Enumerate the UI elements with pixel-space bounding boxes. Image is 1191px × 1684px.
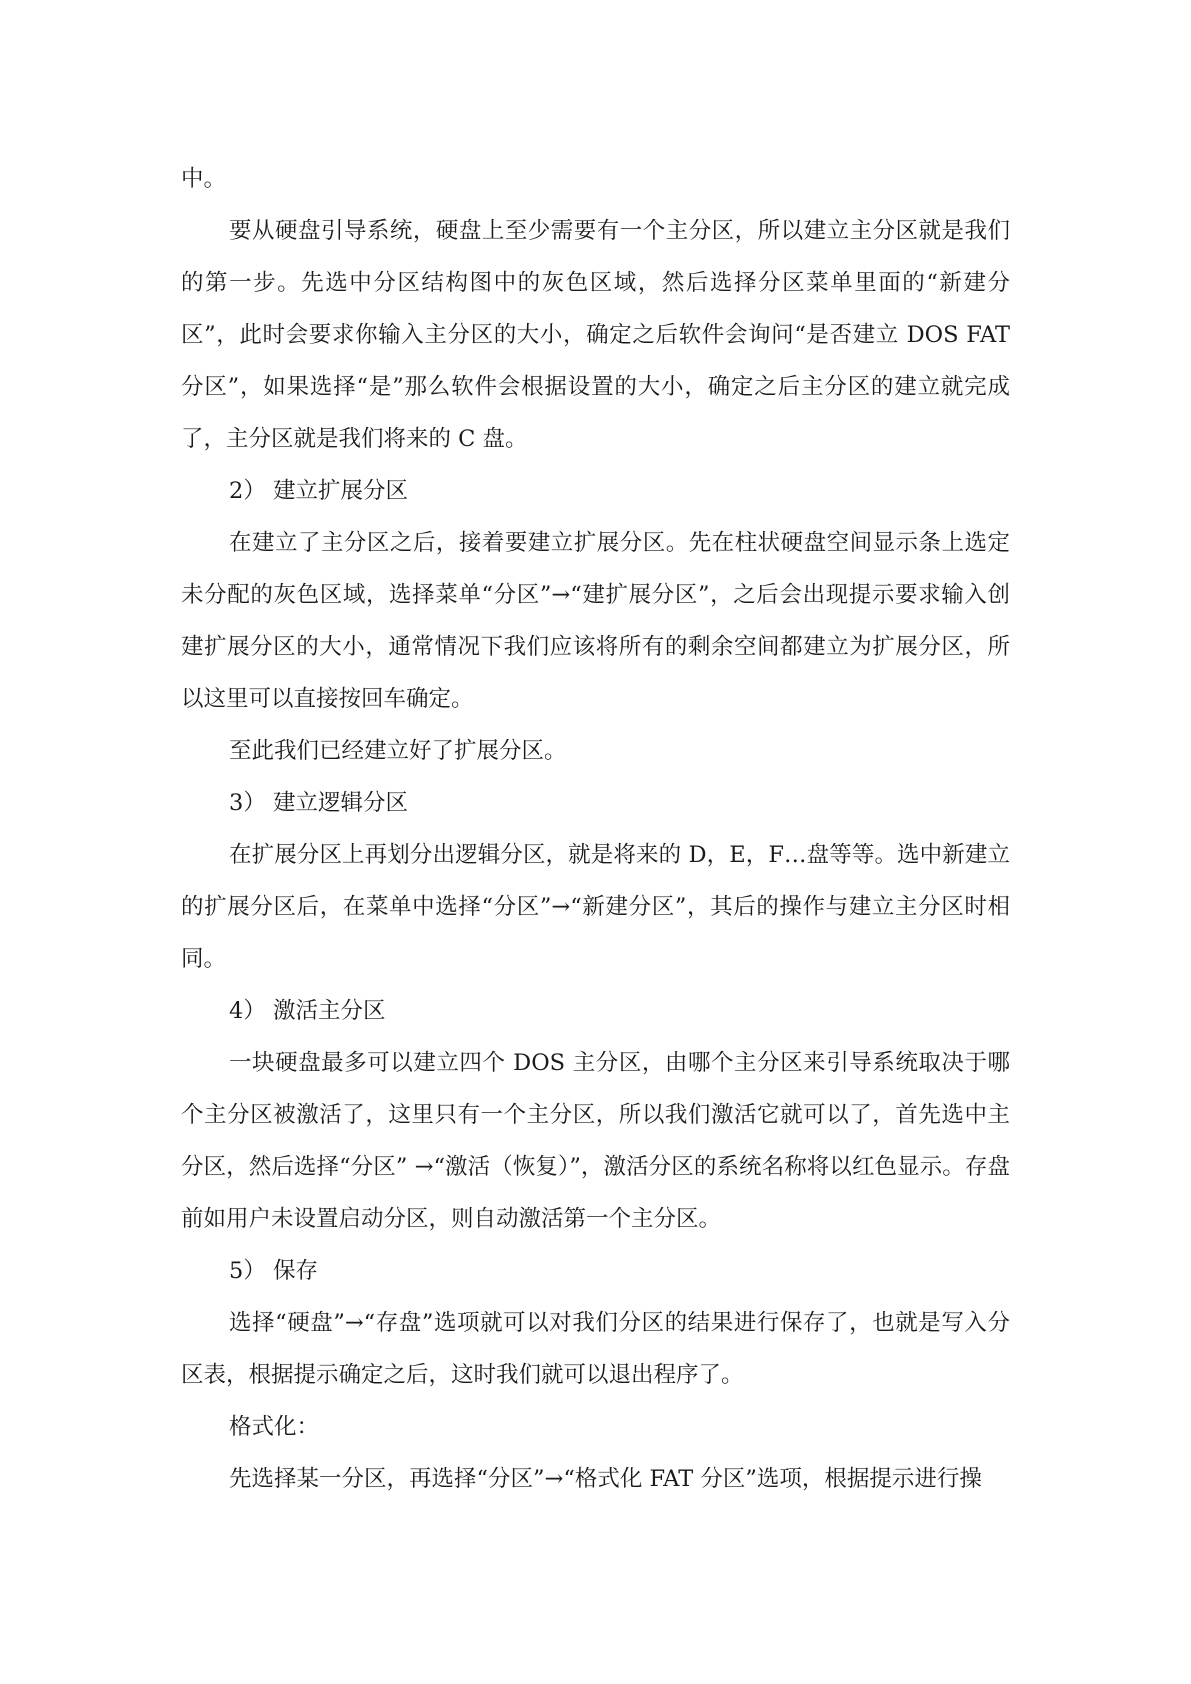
paragraph-extended-done: 至此我们已经建立好了扩展分区。 — [229, 738, 567, 764]
paragraph-save: 选择“硬盘”→“存盘”选项就可以对我们分区的结果进行保存了，也就是写入分区表，根据提示确定之后，这时我们就可以退出程序了。 — [181, 1310, 1010, 1388]
heading-logical-partition: 3） 建立逻辑分区 — [229, 790, 408, 816]
heading-extended-partition: 2） 建立扩展分区 — [229, 478, 408, 504]
paragraph-primary-partition: 要从硬盘引导系统，硬盘上至少需要有一个主分区，所以建立主分区就是我们的第一步。先选中分区结构图中的灰色区域，然后选择分区菜单里面的“新建分区”，此时会要求你输入主分区的大小，确定之后软件会询问“是否建立 DOS FAT 分区”，如果选择“是”那么软件会根据设置的大小，确定之后主分区的建立就完成了，主分区就是我们将来的 C 盘。 — [181, 218, 1010, 452]
paragraph-extended-partition: 在建立了主分区之后，接着要建立扩展分区。先在柱状硬盘空间显示条上选定未分配的灰色区域，选择菜单“分区”→“建扩展分区”，之后会出现提示要求输入创建扩展分区的大小，通常情况下我们应该将所有的剩余空间都建立为扩展分区，所以这里可以直接按回车确定。 — [181, 530, 1010, 712]
body-text — [181, 153, 1010, 1505]
heading-activate-partition: 4） 激活主分区 — [229, 998, 386, 1024]
paragraph-logical-partition: 在扩展分区上再划分出逻辑分区，就是将来的 D，E，F…盘等等。选中新建立的扩展分区后，在菜单中选择“分区”→“新建分区”，其后的操作与建立主分区时相同。 — [181, 842, 1010, 972]
heading-save: 5） 保存 — [229, 1258, 318, 1284]
paragraph-activate-partition: 一块硬盘最多可以建立四个 DOS 主分区，由哪个主分区来引导系统取决于哪个主分区被激活了，这里只有一个主分区，所以我们激活它就可以了，首先选中主分区，然后选择“分区” →“激活（恢复）”，激活分区的系统名称将以红色显示。存盘前如用户未设置启动分区，则自动激活第一个主分区。 — [181, 1050, 1010, 1232]
heading-format: 格式化： — [229, 1414, 320, 1440]
paragraph-continuation: 中。 — [181, 166, 227, 192]
paragraph-format: 先选择某一分区，再选择“分区”→“格式化 FAT 分区”选项，根据提示进行操 — [229, 1466, 982, 1492]
